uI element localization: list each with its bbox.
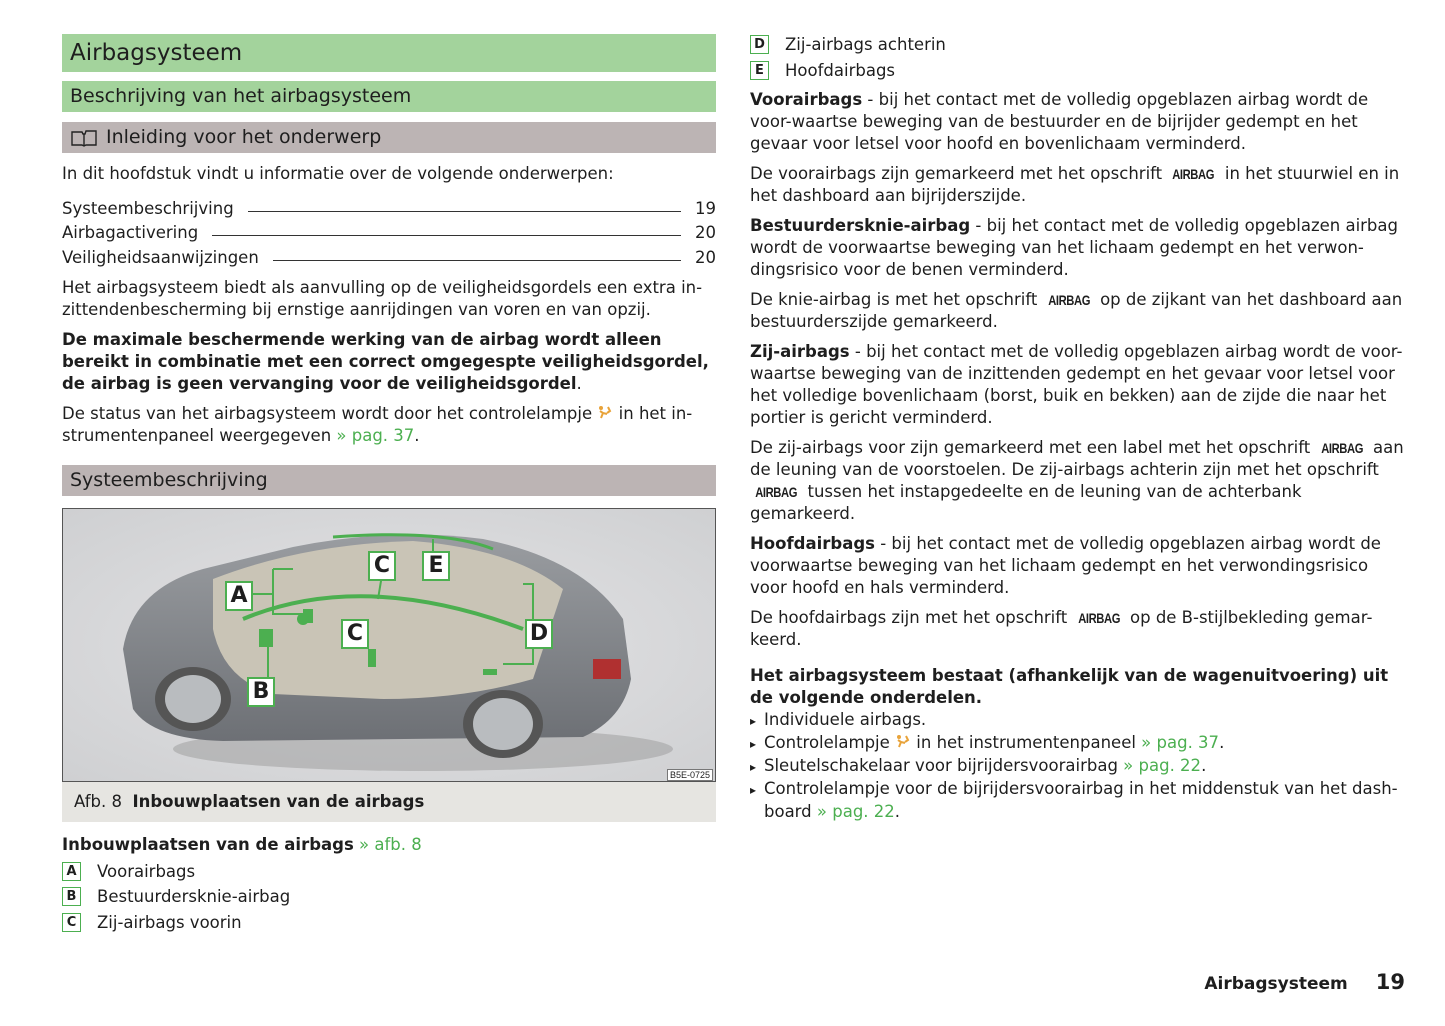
figure-caption: Afb. 8 Inbouwplaatsen van de airbags: [62, 782, 716, 822]
left-column: [62, 34, 716, 935]
tag-a: A: [225, 581, 253, 611]
legend-item: B Bestuurdersknie-airbag: [62, 884, 716, 910]
toc-item[interactable]: Veiligheidsaanwijzingen 20: [62, 247, 716, 267]
figure-code: B5E-0725: [667, 769, 713, 781]
airbag-warning-icon: [597, 405, 613, 419]
toc-item[interactable]: Systeembeschrijving 19: [62, 198, 716, 218]
bullet-item: ▸ Controlelampje in het instrumentenpaneel » pag. 37.: [750, 732, 1410, 755]
tag-e: E: [422, 551, 450, 581]
paragraph: De status van het airbagsysteem wordt door het controlelampje in het in-strumentenpaneel weergegeven » pag. 37.: [62, 403, 693, 445]
page-link[interactable]: » pag. 37: [336, 425, 415, 445]
page-number: 19: [1375, 970, 1405, 994]
intro-text: In dit hoofdstuk vindt u informatie over de volgende onderwerpen:: [62, 164, 614, 183]
head-airbags-paragraph: Hoofdairbags - bij het contact met de volledig opgeblazen airbag wordt de voorwaartse beweging van het lichaam gedempt en het verwondingsrisico voor hoofd en hals verminderd.: [750, 534, 1381, 597]
tag-d: D: [525, 619, 553, 649]
page-link[interactable]: » pag. 37: [1141, 733, 1220, 752]
paragraph-bold: De maximale beschermende werking van de airbag wordt alleen bereikt in combinatie met een correct omgegespte veiligheidsgordel, de airbag is geen vervanging voor de veiligheidsgordel.: [62, 329, 709, 393]
legend-item: A Voorairbags: [62, 859, 716, 885]
airbag-locations-figure: [62, 508, 716, 782]
legend-item: C Zij-airbags voorin: [62, 910, 716, 936]
table-of-contents: [62, 193, 716, 267]
airbag-warning-icon: [895, 734, 911, 748]
subsection-heading: Systeembeschrijving: [62, 465, 716, 496]
intro-heading: [62, 122, 716, 153]
chapter-heading: Airbagsysteem: [62, 34, 716, 72]
paragraph: Het airbagsysteem biedt als aanvulling op de veiligheidsgordels een extra in-zittendenbescherming bij ernstige aanrijdingen van voren en van opzij.: [62, 277, 703, 319]
section-heading: Beschrijving van het airbagsysteem: [62, 81, 716, 112]
car-illustration: [63, 509, 716, 781]
tag-b: B: [247, 677, 275, 707]
tag-c-front: C: [341, 619, 369, 649]
book-icon: [70, 129, 98, 147]
legend-item: D Zij-airbags achterin: [750, 32, 1410, 58]
tag-c-rear: C: [368, 551, 396, 581]
bullet-item: ▸ Individuele airbags.: [750, 709, 1410, 732]
head-airbags-marking: De hoofdairbags zijn met het opschrift AIRBAG op de B-stijlbekleding gemar-keerd.: [750, 608, 1373, 649]
bullet-item: ▸ Controlelampje voor de bijrijdersvoorairbag in het middenstuk van het dash-board » pag. 22.: [750, 778, 1410, 823]
page-link[interactable]: » pag. 22: [816, 802, 895, 821]
footer-chapter: Airbagsysteem: [1204, 974, 1348, 994]
knee-airbag-paragraph: Bestuurdersknie-airbag - bij het contact met de volledig opgeblazen airbag wordt de voorwaartse beweging van het lichaam gedempt en het verwon-dingsrisico voor de benen verminderd.: [750, 216, 1398, 279]
side-airbags-paragraph: Zij-airbags - bij het contact met de volledig opgeblazen airbag wordt de voor-waartse beweging van de inzittenden gedempt en het gevaar voor letsel voor het volledige bovenlichaam (borst, buik en bekken) aan de zijde die naar het portier is gericht verminderd.: [750, 342, 1403, 427]
components-title: Het airbagsysteem bestaat (afhankelijk van de wagenuitvoering) uit de volgende onderdelen.: [750, 666, 1389, 707]
bullet-item: ▸ Sleutelschakelaar voor bijrijdersvoorairbag » pag. 22.: [750, 755, 1410, 778]
page-footer: [1204, 970, 1405, 994]
legend-title: Inbouwplaatsen van de airbags » afb. 8: [62, 834, 422, 854]
right-column: [750, 32, 1410, 823]
front-airbags-paragraph: Voorairbags - bij het contact met de volledig opgeblazen airbag wordt de voor-waartse beweging van de bestuurder en de bijrijder gedempt en het gevaar voor letsel voor hoofd en bovenlichaam verminderd.: [750, 90, 1369, 153]
figure-link[interactable]: » afb. 8: [359, 834, 422, 854]
toc-item[interactable]: Airbagactivering 20: [62, 223, 716, 242]
side-airbags-marking: De zij-airbags voor zijn gemarkeerd met een label met het opschrift AIRBAG aan de leuning van de voorstoelen. De zij-airbags achterin zijn met het opschrift AIRBAG tussen het instapgedeelte en de leuning van de achterbank gemarkeerd.: [750, 438, 1404, 523]
legend-item: E Hoofdairbags: [750, 58, 1410, 84]
page-link[interactable]: » pag. 22: [1123, 756, 1202, 775]
front-airbags-marking: De voorairbags zijn gemarkeerd met het opschrift AIRBAG in het stuurwiel en in het dashboard aan bijrijderszijde.: [750, 164, 1400, 205]
knee-airbag-marking: De knie-airbag is met het opschrift AIRBAG op de zijkant van het dashboard aan bestuurderszijde gemarkeerd.: [750, 290, 1403, 331]
intro-heading-label: Inleiding voor het onderwerp: [106, 126, 382, 148]
